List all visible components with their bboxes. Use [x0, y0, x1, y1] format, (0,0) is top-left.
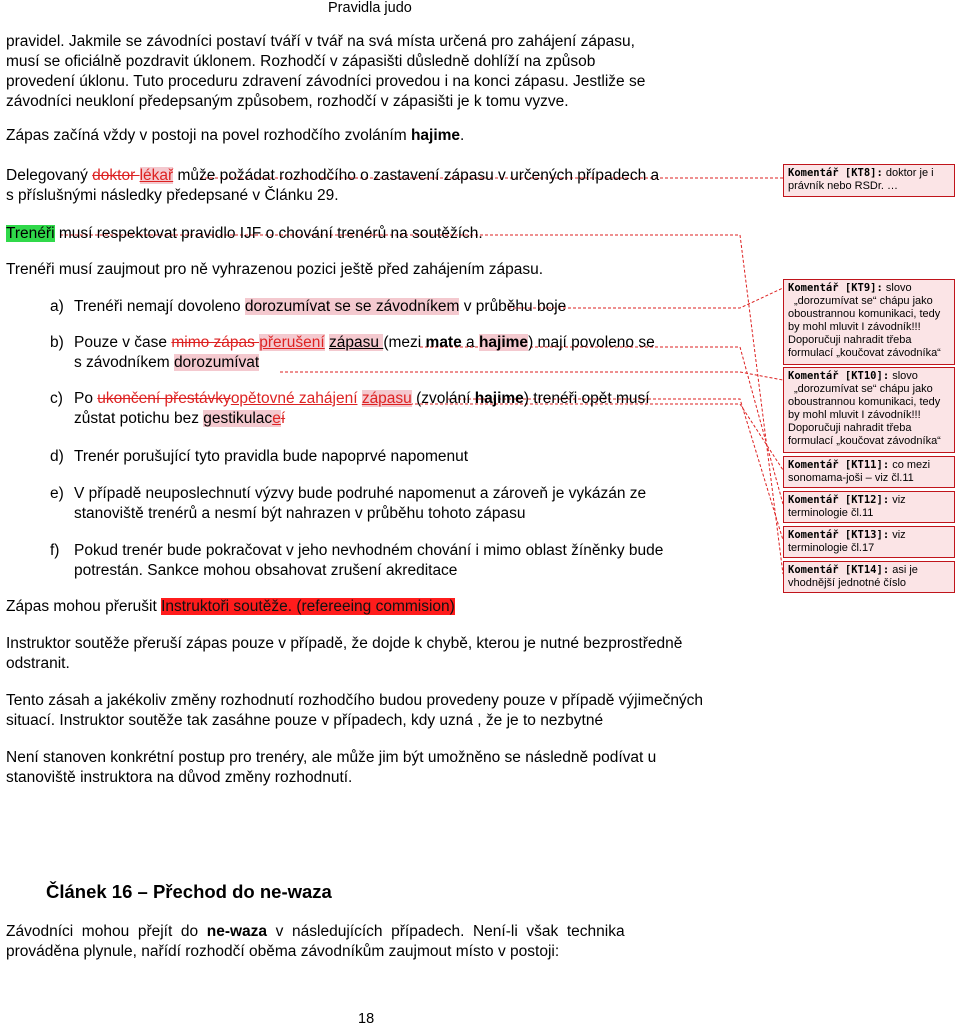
deleted-text: í — [280, 410, 286, 427]
zavodnici-paragraph: Závodníci mohou přejít do ne-waza v následujících případech. Není-li však technika prováděna plynule, nařídí rozhodčí oběma závodníkům zaujmout místo v postoji: — [6, 923, 625, 960]
deleted-text: doktor — [92, 167, 140, 184]
highlight-pink: zápasu — [361, 390, 412, 407]
list-item-c: c) Po ukončení přestávkyopětovné zahájení zápasu (zvolání hajime) trenéři opět musí zůstat potichu bez gestikulaceí — [50, 390, 650, 427]
inserted-text: opětovné zahájení — [230, 390, 358, 407]
list-item-f: f) Pokud trenér bude pokračovat v jeho nevhodném chování i mimo oblast žíněnky bude potrestán. Sankce mohou obsahovat zrušení akreditace — [50, 542, 664, 579]
comment-kt11[interactable]: Komentář [KT11]: co mezi sonomama-joši – viz čl.11 — [783, 456, 955, 488]
intro-line: závodníci neukloní předepsaným způsobem, rozhodčí v zápasišti je k tomu vyzve. — [6, 93, 569, 110]
highlight-red: Instruktoři soutěže. (refereeing commision) — [161, 598, 455, 615]
inserted-text: e — [272, 410, 281, 427]
comment-kt13[interactable]: Komentář [KT13]: viz terminologie čl.17 — [783, 526, 955, 558]
highlight-green: Trenéři — [6, 225, 55, 242]
list-item-d: d) Trenér porušující tyto pravidla bude napoprvé napomenut — [50, 448, 469, 465]
intro-line: pravidel. Jakmile se závodníci postaví tváří v tvář na svá místa určená pro zahájení zápasu, — [6, 33, 635, 50]
tento-zasah-paragraph: Tento zásah a jakékoliv změny rozhodnutí rozhodčího budou provedeny pouze v případě výjimečných situací. Instruktor soutěže tak zasáhne pouze v případech, kdy uzná , že je to nezbytné — [6, 692, 704, 729]
comment-kt10[interactable]: Komentář [KT10]: slovo „dorozumívat se“ chápu jako oboustrannou komunikaci, tedy by mohl mluvit I závodník!!! Doporučuji nahradit třeba formulací „koučovat závodníka“ — [783, 367, 955, 453]
article-heading: Článek 16 – Přechod do ne-waza — [46, 881, 332, 902]
treneri-pozice-paragraph: Trenéři musí zaujmout pro ně vyhrazenou pozici ještě před zahájením zápasu. — [6, 261, 544, 278]
list-item-e: e) V případě neuposlechnutí výzvy bude podruhé napomenut a zároveň je vykázán ze stanoviště trenérů a nesmí být nahrazen v průběhu tohoto zápasu — [50, 485, 647, 522]
page-header: Pravidla judo — [328, 0, 412, 16]
comment-kt8[interactable]: Komentář [KT8]: doktor je i právník nebo RSDr. … — [783, 164, 955, 197]
comment-kt14[interactable]: Komentář [KT14]: asi je vhodnější jednotné číslo — [783, 561, 955, 593]
highlight-pink: zápasu — [329, 334, 384, 351]
instruktor-paragraph: Instruktor soutěže přeruší zápas pouze v případě, že dojde k chybě, kterou je nutné bezprostředně odstranit. — [6, 635, 683, 672]
intro-line: musí se oficiálně pozdravit úklonem. Rozhodčí v zápasišti důsledně dohlíží na způsob — [6, 53, 596, 70]
inserted-text: přerušení — [259, 334, 325, 351]
zapas-zacina-paragraph: Zápas začíná vždy v postoji na povel rozhodčího zvoláním hajime. — [6, 127, 465, 144]
deleted-text: ukončení přestávky — [97, 390, 231, 407]
connector-kt10 — [280, 372, 783, 380]
highlight-pink: gestikulac — [203, 410, 273, 427]
page-number: 18 — [358, 1011, 375, 1027]
neni-stanoven-paragraph: Není stanoven konkrétní postup pro trenéry, ale může jim být umožněno se následně podívat u stanoviště instruktora na důvod změny rozhodnutí. — [6, 749, 657, 786]
inserted-text: lékař — [139, 167, 174, 184]
prerusit-paragraph: Zápas mohou přerušit Instruktoři soutěže. (refereeing commision) — [6, 598, 455, 615]
highlight-pink: dorozumívat se se závodníkem — [244, 298, 460, 315]
deleted-text: mimo zápas — [171, 334, 260, 351]
intro-paragraph — [6, 32, 766, 112]
list-item-a: a) Trenéři nemají dovoleno dorozumívat se se závodníkem v průběhu boje — [50, 298, 567, 315]
list-item-b: b) Pouze v čase mimo zápas přerušení zápasu (mezi mate a hajime) mají povoleno se s závodníkem dorozumívat — [50, 334, 655, 371]
highlight-pink: dorozumívat — [173, 354, 260, 371]
treneri-ijf-paragraph: Trenéři musí respektovat pravidlo IJF o chování trenérů na soutěžích. — [6, 225, 483, 242]
intro-line: provedení úklonu. Tuto proceduru zdravení závodníci provedou i na konci zápasu. Jestliže se — [6, 73, 646, 90]
comment-kt12[interactable]: Komentář [KT12]: viz terminologie čl.11 — [783, 491, 955, 523]
delegovany-paragraph: Delegovaný doktor lékař může požádat rozhodčího o zastavení zápasu v určených případech a s příslušnými následky předepsané v Článku 29. — [6, 167, 660, 204]
comment-kt9[interactable]: Komentář [KT9]: slovo „dorozumívat se“ chápu jako oboustrannou komunikaci, tedy by mohl mluvit I závodník!!! Doporučuji nahradit třeba formulací „koučovat závodníka“ — [783, 279, 955, 365]
